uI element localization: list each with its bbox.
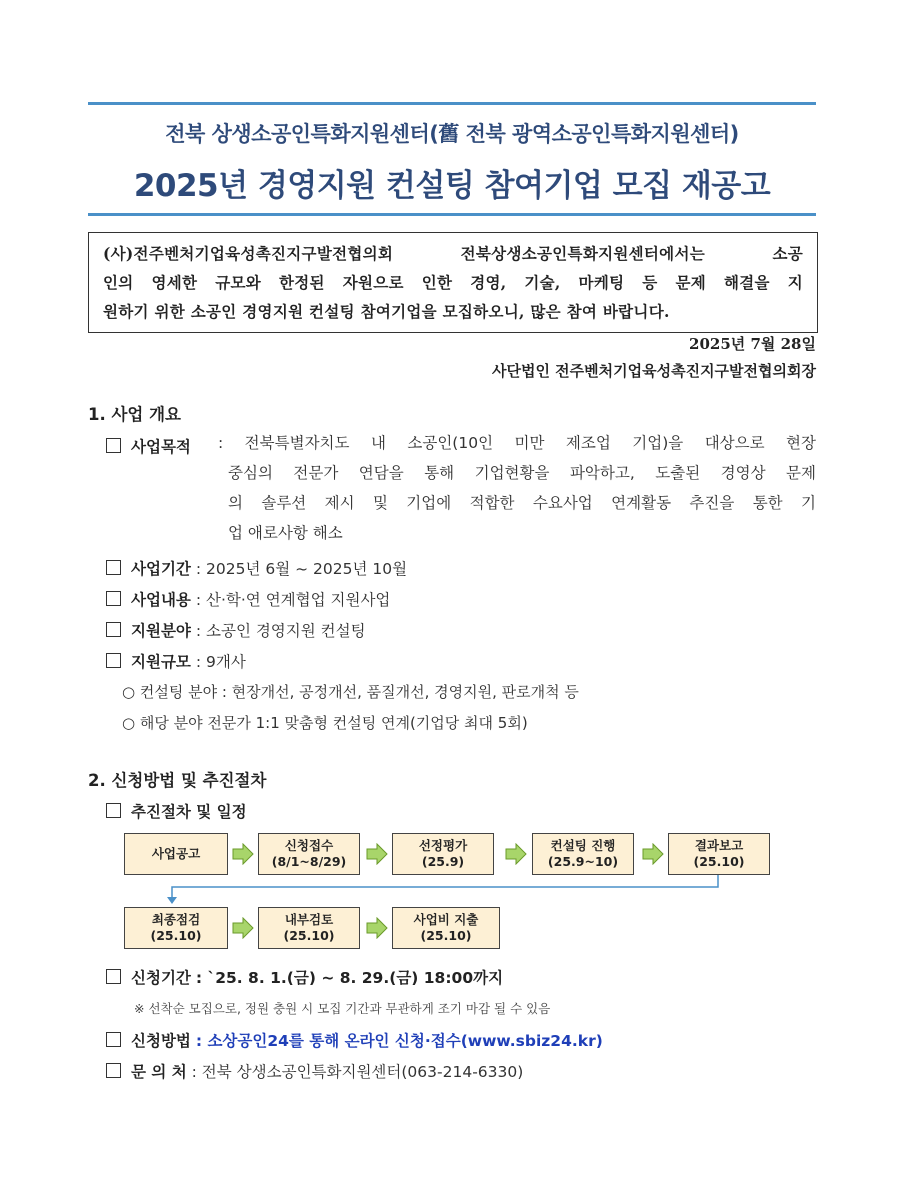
flow-step [668,833,770,875]
flow-step [258,833,360,875]
content-row [106,588,390,610]
section1-heading: 1. 사업 개요 [88,405,181,424]
intro-line: 인의 영세한 규모와 한정된 자원으로 인한 경영, 기술, 마케팅 등 문제 해결을 지 [103,273,803,292]
apply-method-label: 신청방법 [131,1032,191,1050]
flow-step-date: (25.10) [283,928,335,943]
arrow-right-icon [232,917,254,939]
purpose-line: 의 솔루션 제시 및 기업에 적합한 수요사업 연계활동 추진을 통한 기 [228,494,816,512]
content-value: : 산·학·연 연계협업 지원사업 [195,591,391,609]
purpose-label: 사업목적 [131,438,191,456]
page-subtitle: 전북 상생소공인특화지원센터(舊 전북 광역소공인특화지원센터) [165,122,739,146]
flow-step-date: (25.10) [693,854,745,869]
flow-step-name: 최종점검 [151,912,201,927]
intro-line: 원하기 위한 소공인 경영지원 컨설팅 참여기업을 모집하오니, 많은 참여 바랍니다. [103,302,670,321]
announcement-date: 2025년 7월 28일 [689,335,816,353]
apply-method-row [106,1029,603,1051]
contact-label: 문 의 처 [131,1063,187,1081]
checkbox-icon [106,653,121,668]
content-label: 사업내용 [131,591,191,609]
field-value: : 소공인 경영지원 컨설팅 [195,622,366,640]
purpose-line: 업 애로사항 해소 [228,524,343,542]
flow-step [258,907,360,949]
scale-value: : 9개사 [195,653,246,671]
flow-step [532,833,634,875]
contact-value: : 전북 상생소공인특화지원센터(063-214-6330) [191,1063,524,1081]
arrow-right-icon [366,843,388,865]
flow-connector-icon [160,875,780,905]
flow-step-date: (25.9~10) [547,854,619,869]
field-label: 지원분야 [131,622,191,640]
flow-step-name: 신청접수 [284,838,334,853]
arrow-right-icon [505,843,527,865]
purpose-row [106,435,191,457]
scale-bullet: ○ 컨설팅 분야 : 현장개선, 공정개선, 품질개선, 경영지원, 판로개척 등 [122,683,579,701]
flow-step-name: 사업공고 [151,846,201,861]
flow-step [392,833,494,875]
flow-step [124,833,228,875]
page-title: 2025년 경영지원 컨설팅 참여기업 모집 재공고 [133,168,771,204]
arrow-right-icon [232,843,254,865]
scale-bullet: ○ 해당 분야 전문가 1:1 맞춤형 컨설팅 연계(기업당 최대 5회) [122,714,528,732]
checkbox-icon [106,622,121,637]
flow-step-name: 결과보고 [694,838,744,853]
flow-step-date: (25.10) [420,928,472,943]
apply-period-label: 신청기간 [131,969,191,987]
intro-box [88,232,818,333]
flow-step-name: 내부검토 [284,912,334,927]
period-row [106,557,407,579]
apply-period-row [106,966,503,988]
checkbox-icon [106,1063,121,1078]
checkbox-icon [106,591,121,606]
scale-label: 지원규모 [131,653,191,671]
purpose-line: : 전북특별자치도 내 소공인(10인 미만 제조업 기업)을 대상으로 현장 [218,434,816,452]
contact-row [106,1060,523,1082]
period-label: 사업기간 [131,560,191,578]
checkbox-icon [106,1032,121,1047]
apply-period-value: : `25. 8. 1.(금) ~ 8. 29.(금) 18:00까지 [195,969,504,987]
period-value: : 2025년 6월 ~ 2025년 10월 [195,560,408,578]
top-rule [88,102,816,105]
arrow-right-icon [366,917,388,939]
purpose-description [218,428,816,548]
arrow-right-icon [642,843,664,865]
apply-method-link[interactable]: : 소상공인24를 통해 온라인 신청·접수(www.sbiz24.kr) [195,1032,603,1050]
section2-heading: 2. 신청방법 및 추진절차 [88,771,267,790]
bottom-rule [88,213,816,216]
flow-step [392,907,500,949]
flow-step-date: (8/1~8/29) [271,854,347,869]
checkbox-icon [106,560,121,575]
purpose-line: 중심의 전문가 연담을 통해 기업현황을 파악하고, 도출된 경영상 문제 [228,464,816,482]
flow-step-name: 사업비 지출 [413,912,479,927]
issuer-name: 사단법인 전주벤처기업육성촉진지구발전협의회장 [491,362,816,380]
flow-step-date: (25.10) [150,928,202,943]
field-row [106,619,366,641]
notice-note: ※ 선착순 모집으로, 정원 충원 시 모집 기간과 무관하게 조기 마감 될 수 있음 [134,1001,551,1016]
procedure-label: 추진절차 및 일정 [131,803,247,821]
intro-line: (사)전주벤처기업육성촉진지구발전협의회 전북상생소공인특화지원센터에서는 소공 [103,244,803,263]
flow-step-name: 선정평가 [418,838,468,853]
flow-step-date: (25.9) [421,854,465,869]
flow-step [124,907,228,949]
checkbox-icon [106,969,121,984]
procedure-row [106,800,247,822]
checkbox-icon [106,803,121,818]
checkbox-icon [106,438,121,453]
scale-row [106,650,246,672]
flow-step-name: 컨설팅 진행 [550,838,616,853]
